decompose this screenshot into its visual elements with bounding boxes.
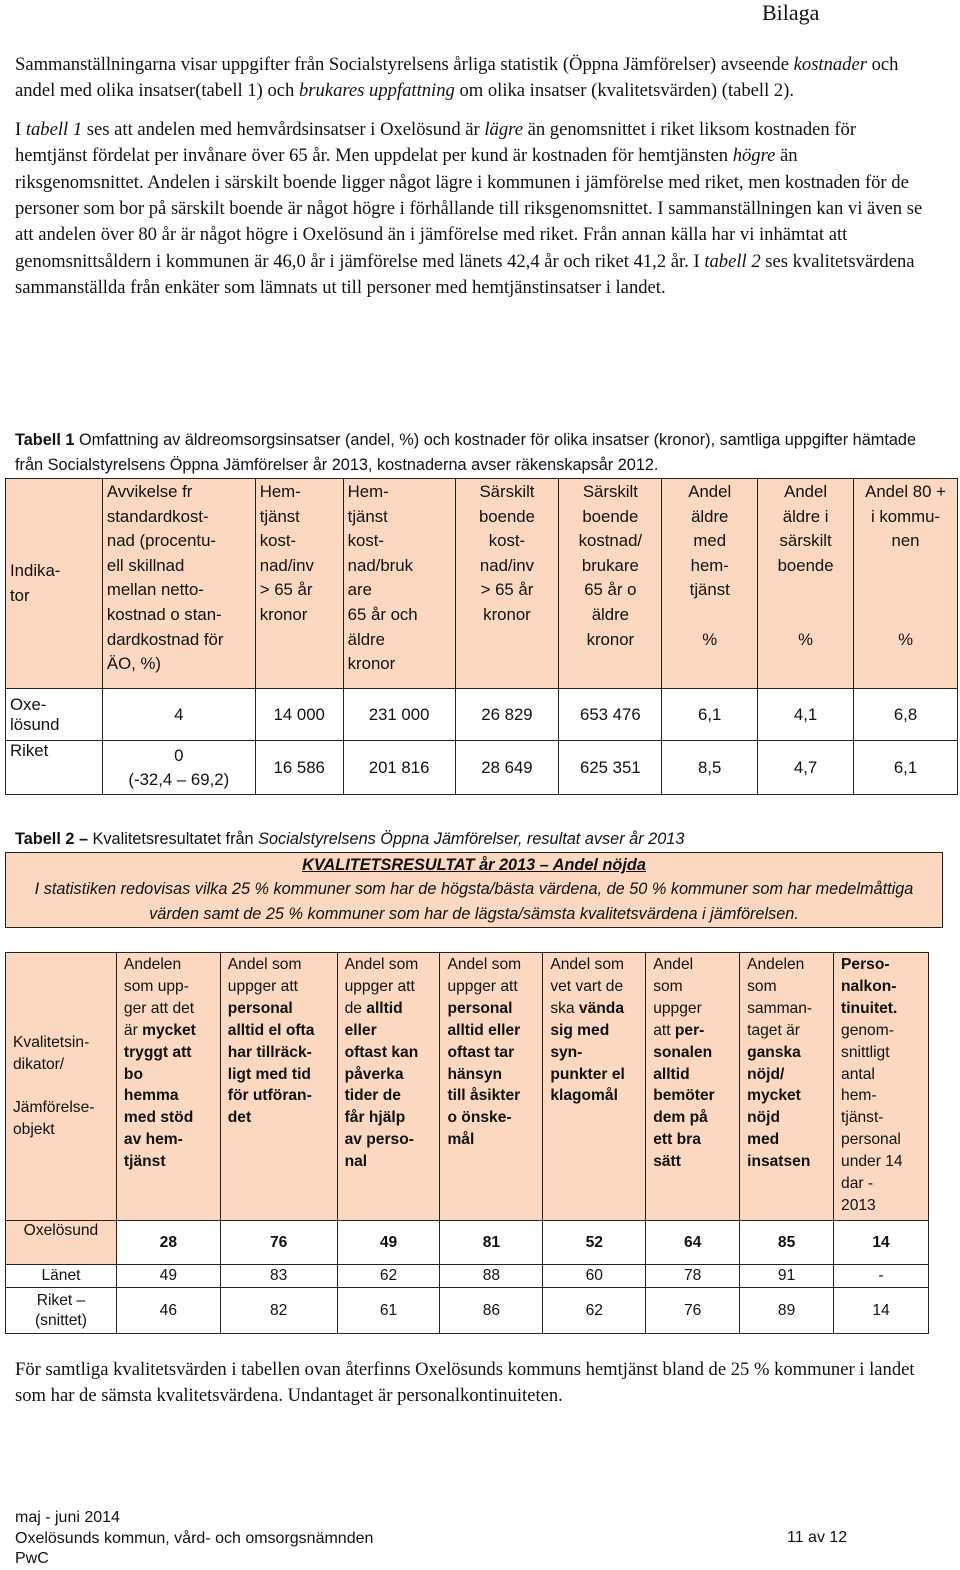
table2-row-riket xyxy=(6,1288,929,1334)
table2-cell: 60 xyxy=(543,1265,646,1288)
table2-cell: - xyxy=(834,1265,929,1288)
table1-header-cell: Särskilt boende kostnad/ brukare 65 år o äldre kronor xyxy=(559,479,662,689)
conclusion-text: För samtliga kvalitetsvärden i tabellen ovan återfinns Oxelösunds kommuns hemtjänst bland de 25 % kommuner i landet som har de sämsta kvalitetsvärdena. Undantaget är personalkontinuiteten. xyxy=(15,1359,915,1406)
table2-cell: 85 xyxy=(740,1221,834,1265)
table1-header-row xyxy=(6,479,958,689)
table2-cell: 61 xyxy=(337,1288,440,1334)
table2-cell: 78 xyxy=(646,1265,740,1288)
table2-header-text: Andel som uppger att xyxy=(227,956,302,995)
table1-cell: 4,1 xyxy=(758,689,854,741)
table2-cell: 76 xyxy=(220,1221,337,1265)
table1-cell: 201 816 xyxy=(343,741,455,795)
table1-row-riket xyxy=(6,741,958,795)
table2-cell: 86 xyxy=(440,1288,543,1334)
table1-cell: 6,1 xyxy=(854,741,958,795)
table2-header-bold: personal alltid el ofta har tillräck- ligt med tid för utföran- det xyxy=(227,999,315,1127)
quality-result-title: KVALITETSRESULTAT år 2013 – Andel nöjda xyxy=(302,856,646,874)
table2-header-cell xyxy=(337,953,440,1221)
table1-header-cell: Hem- tjänst kost- nad/inv > 65 år kronor xyxy=(255,479,343,689)
table1-header-cell: Indika- tor xyxy=(6,479,103,689)
table2-header-text: Andel som uppger att xyxy=(447,956,522,995)
table2-row-label: Länet xyxy=(6,1265,117,1288)
intro-p1-c: om olika insatser (kvalitetsvärden) (tabell 2). xyxy=(454,80,795,102)
intro-p1-em2: brukares uppfattning xyxy=(298,80,455,102)
intro-p2-em4: tabell 2 xyxy=(704,250,761,272)
table2-cell: 88 xyxy=(440,1265,543,1288)
table2-header-cell xyxy=(646,953,740,1221)
table2-cell: 49 xyxy=(116,1265,220,1288)
table1-header-cell: Andel 80 + i kommu- nen % xyxy=(854,479,958,689)
table2-cell: 52 xyxy=(543,1221,646,1265)
table2-cell: 14 xyxy=(834,1221,929,1265)
table2-header-bold: personal alltid eller oftast tar hänsyn till åsikter o önske- mål xyxy=(447,999,521,1149)
table1-cell: 4 xyxy=(102,689,255,741)
table1-cell: 6,1 xyxy=(662,689,758,741)
table2-cell: 46 xyxy=(116,1288,220,1334)
table1-caption xyxy=(15,428,945,477)
table1-row-label: Oxe- lösund xyxy=(6,689,103,741)
intro-text xyxy=(15,52,925,314)
table1-header-cell: Andel äldre i särskilt boende % xyxy=(758,479,854,689)
intro-p2-e: ses kvalitetsvärdena sammanställda från enkäter som lämnats ut till personer med hemtjänstinsatser i landet. xyxy=(15,250,915,299)
table1-row-oxelosund xyxy=(6,689,958,741)
table1-cell: 14 000 xyxy=(255,689,343,741)
table2-cell: 28 xyxy=(116,1221,220,1265)
table1-cell: 26 829 xyxy=(455,689,559,741)
table2-row-lanet xyxy=(6,1265,929,1288)
table1-cell: 4,7 xyxy=(758,741,854,795)
table2-header-text: Andelen som upp- ger att det är xyxy=(123,956,195,1039)
table2-cell: 82 xyxy=(220,1288,337,1334)
table2-cell: 62 xyxy=(337,1265,440,1288)
table1-caption-label: Tabell 1 xyxy=(15,431,75,449)
table1-cell: 16 586 xyxy=(255,741,343,795)
table2-cell: 91 xyxy=(740,1265,834,1288)
intro-p2-em1: tabell 1 xyxy=(25,118,83,140)
table1-cell: 625 351 xyxy=(559,741,662,795)
table2-cell: 14 xyxy=(834,1288,929,1334)
intro-p2-a: I xyxy=(15,118,26,140)
table2-header-text: Andelen som samman- taget är xyxy=(747,956,813,1039)
intro-p1-b: och andel med olika insatser(tabell 1) och xyxy=(15,54,899,102)
table1-row-label: Riket xyxy=(6,741,103,795)
intro-paragraph-1 xyxy=(15,52,925,105)
table1-cell: 231 000 xyxy=(343,689,455,741)
table2-header-text: Kvalitetsin- dikator/ Jämförelse- objekt xyxy=(13,1033,95,1139)
table1-header-cell: Särskilt boende kost- nad/inv > 65 år kronor xyxy=(455,479,559,689)
table2-header-row xyxy=(6,953,929,1221)
table2-row-oxelosund xyxy=(6,1221,929,1265)
intro-p2-d: än riksgenomsnittet. Andelen i särskilt boende ligger något lägre i kommunen i jämförelse med riket, men kostnaden för de personer som bor på särskilt boende är något högre i förhållande till riksgenomsnittet. I sammanställningen kan vi även se att andelen över 80 år är något högre i Oxelösund än i jämförelse med riket. Från annan källa har vi inhämtat att genomsnittsåldern i kommunen är 46,0 år i jämförelse med länets 42,4 år och riket 41,2 år. I xyxy=(15,145,923,272)
table2-header-cell xyxy=(6,953,117,1221)
page-footer xyxy=(15,1508,865,1570)
intro-p1-a: Sammanställningarna visar uppgifter från Socialstyrelsens årliga statistik (Öppna Jämförelser) avseende xyxy=(15,54,794,75)
table2-caption-label: Tabell 2 – xyxy=(15,830,88,848)
intro-p2-c: än genomsnittet i riket liksom kostnaden för hemtjänst fördelat per invånare över 65 år. Men uppdelat per kund är kostnaden för hemtjänsten xyxy=(15,118,857,167)
footer-organization: Oxelösunds kommun, vård- och omsorgsnämnden xyxy=(15,1529,374,1547)
table2-header-cell xyxy=(440,953,543,1221)
footer-date: maj - juni 2014 xyxy=(15,1509,120,1526)
table2 xyxy=(5,952,929,1334)
page-number: 11 av 12 xyxy=(787,1529,848,1546)
table2-header-cell xyxy=(543,953,646,1221)
intro-p1-em1: kostnader xyxy=(793,54,867,75)
table2-header-text: genom- snittligt antal hem- tjänst- personal under 14 dar - 2013 xyxy=(841,1021,903,1214)
table2-header-bold: per- sonalen alltid bemöter dem på ett bra sätt xyxy=(653,1021,715,1171)
table2-caption xyxy=(15,828,684,850)
table1-cell: 28 649 xyxy=(455,741,559,795)
table2-header-cell xyxy=(834,953,929,1221)
table2-header-cell xyxy=(220,953,337,1221)
table2-caption-text: Kvalitetsresultatet från xyxy=(88,830,259,848)
intro-p2-em3: högre xyxy=(732,145,776,167)
table2-row-label: Oxelösund xyxy=(6,1221,117,1265)
table2-cell: 76 xyxy=(646,1288,740,1334)
table1-header-cell: Andel äldre med hem- tjänst % xyxy=(662,479,758,689)
table2-cell: 83 xyxy=(220,1265,337,1288)
appendix-label: Bilaga xyxy=(762,0,820,25)
table2-header-bold: ganska nöjd/ mycket nöjd med insatsen xyxy=(747,1043,811,1171)
table2-header-text: Andel som uppger att xyxy=(653,956,702,1039)
table1-cell: 0 (-32,4 – 69,2) xyxy=(102,741,255,795)
table1-cell: 8,5 xyxy=(662,741,758,795)
table1 xyxy=(5,478,958,795)
table2-cell: 64 xyxy=(646,1221,740,1265)
table2-header-text: Andel som uppger att de xyxy=(344,956,419,1017)
table2-header-bold: Perso- nalkon- tinuitet. xyxy=(841,956,898,1017)
table2-cell: 49 xyxy=(337,1221,440,1265)
table2-cell: 62 xyxy=(543,1288,646,1334)
table2-row-label: Riket – (snittet) xyxy=(6,1288,117,1334)
table2-caption-em: Socialstyrelsens Öppna Jämförelser, resultat avser år 2013 xyxy=(258,830,685,848)
table2-cell: 89 xyxy=(740,1288,834,1334)
table1-cell: 653 476 xyxy=(559,689,662,741)
table1-header-cell: Hem- tjänst kost- nad/bruk are 65 år och äldre kronor xyxy=(343,479,455,689)
quality-result-box xyxy=(5,852,943,928)
table2-header-cell xyxy=(740,953,834,1221)
table2-header-bold: alltid eller oftast kan påverka tider de får hjälp av perso- nal xyxy=(344,999,419,1171)
intro-p2-b: ses att andelen med hemvårdsinsatser i Oxelösund är xyxy=(82,118,485,140)
table1-header-cell: Avvikelse fr standardkost- nad (procentu- ell skillnad mellan netto- kostnad o stan- dardkostnad för ÄO, %) xyxy=(102,479,255,689)
quality-result-description: I statistiken redovisas vilka 25 % kommuner som har de högsta/bästa värdena, de 50 % kommuner som har medelmåttiga värden samt de 25 % kommuner som har de lägsta/sämsta kvalitetsvärdena i jämförelsen. xyxy=(34,880,914,923)
table2-header-bold: vända sig med syn- punkter el klagomål xyxy=(550,999,625,1105)
footer-firm: PwC xyxy=(15,1550,49,1567)
intro-p2-em2: lägre xyxy=(484,118,523,140)
table2-header-text: Andel som vet vart de ska xyxy=(550,956,624,1017)
table2-header-cell xyxy=(116,953,220,1221)
table2-cell: 81 xyxy=(440,1221,543,1265)
table1-caption-text: Omfattning av äldreomsorgsinsatser (andel, %) och kostnader för olika insatser (kronor), samtliga uppgifter hämtade från Socialstyrelsens Öppna Jämförelser år 2013, kostnaderna avser räkenskapsår 2012. xyxy=(15,431,917,474)
table1-cell: 6,8 xyxy=(854,689,958,741)
table2-header-bold: mycket tryggt att bo hemma med stöd av hem- tjänst xyxy=(123,1021,196,1171)
intro-paragraph-2 xyxy=(15,117,925,302)
